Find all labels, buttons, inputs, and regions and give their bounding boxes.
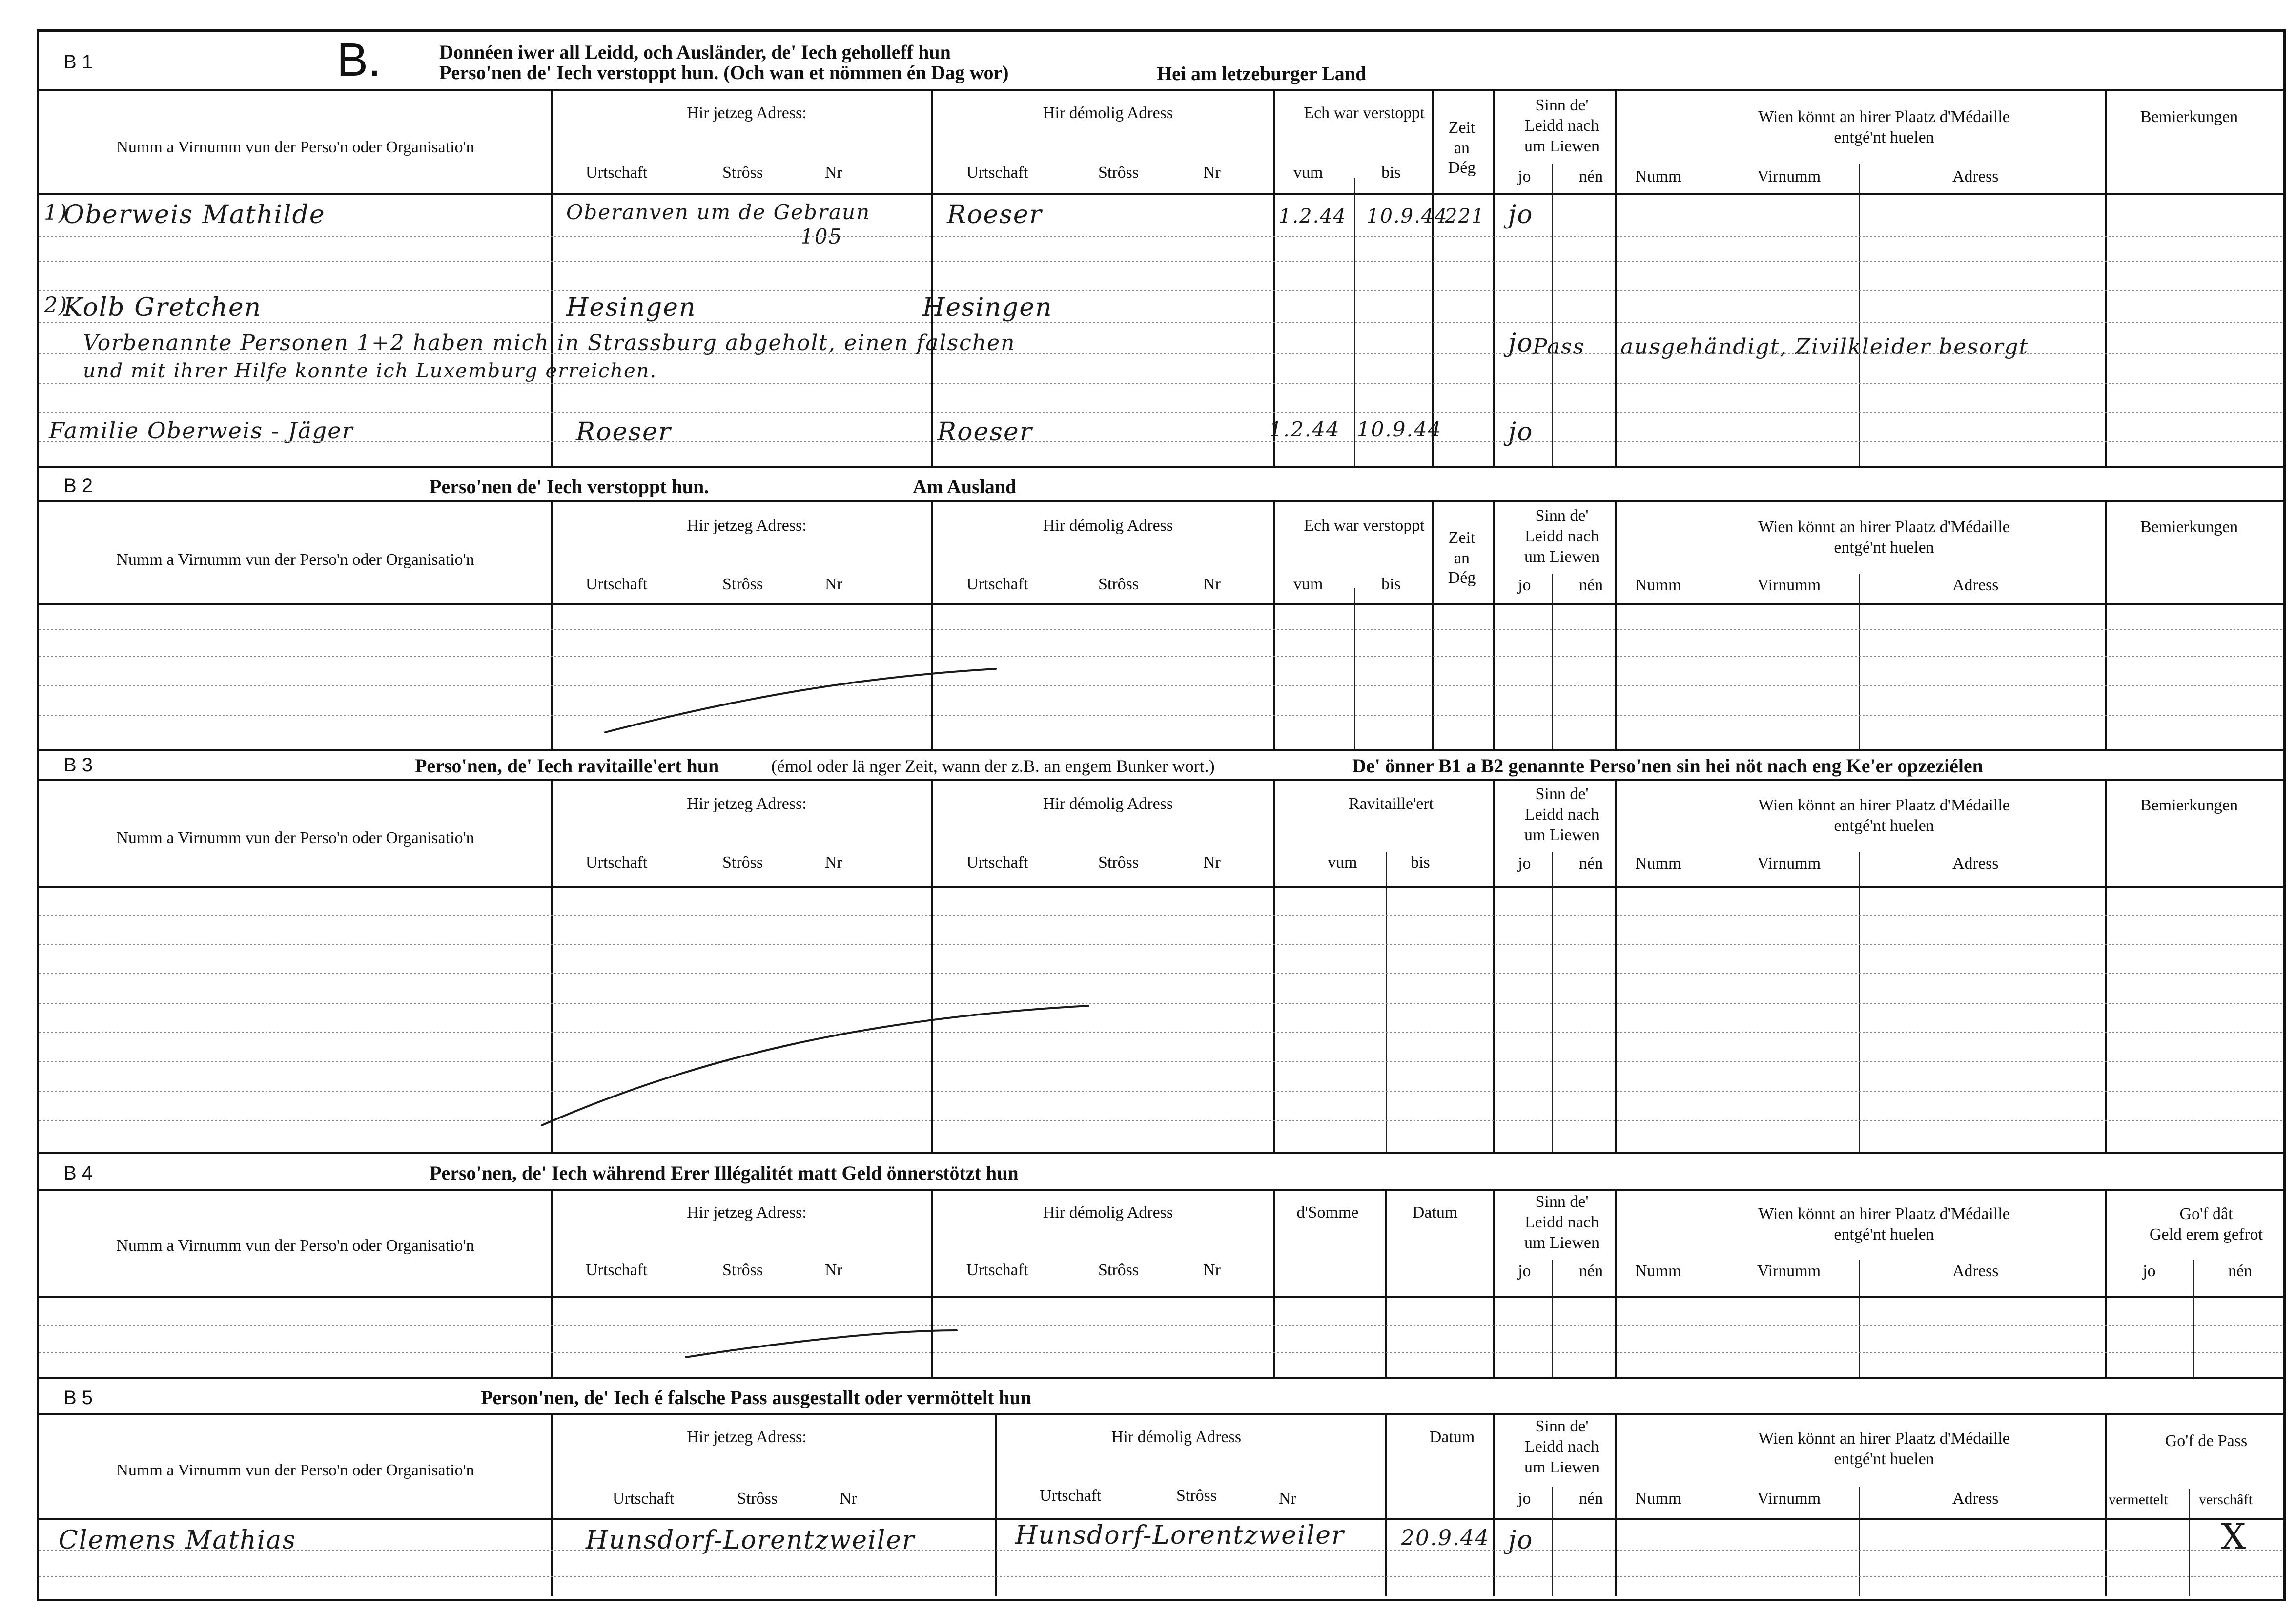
header-former-address: Hir démolig Adress xyxy=(1111,1428,1242,1446)
header-nen: nén xyxy=(1579,854,1603,872)
b2-title: Perso'nen de' Iech verstoppt hun. xyxy=(430,476,709,497)
header-jo: jo xyxy=(1518,1262,1531,1280)
header-nr: Nr xyxy=(825,575,842,593)
header-urtschaft: Urtschaft xyxy=(586,164,648,182)
header-sinn3: um Liewen xyxy=(1524,1234,1599,1252)
header-nr: Nr xyxy=(825,853,842,871)
header-urtschaft: Urtschaft xyxy=(586,575,648,593)
header-an: an xyxy=(1454,549,1470,567)
b3-suffix: De' önner B1 a B2 genannte Perso'nen sin hei nöt nach eng Ke'er opzeziélen xyxy=(1352,755,1983,777)
b1-row3-alive: jo xyxy=(1508,417,1534,447)
header-numm: Numm xyxy=(1635,167,1681,186)
header-nr: Nr xyxy=(1203,164,1221,182)
b1-row2-current-address: Hesingen xyxy=(566,293,697,322)
header-adress: Adress xyxy=(1952,854,1999,872)
b5-title: Person'nen, de' Iech é falsche Pass ausgestallt oder vermöttelt hun xyxy=(481,1387,1032,1408)
header-zeit: Zeit xyxy=(1448,529,1476,547)
header-gof-geld2: Geld erem gefrot xyxy=(2149,1225,2263,1243)
header-nr: Nr xyxy=(1203,1261,1221,1279)
header-medal1: Wien könnt an hirer Plaatz d'Médaille xyxy=(1758,108,2010,126)
header-sinn2: Leidd nach xyxy=(1525,1438,1599,1456)
header-stross: Strôss xyxy=(722,853,763,871)
header-name: Numm a Virnumm vun der Perso'n oder Organisatio'n xyxy=(116,551,474,569)
header-sinn2: Leidd nach xyxy=(1525,806,1599,824)
header-stross: Strôss xyxy=(1098,164,1139,182)
b1-row1-from: 1.2.44 xyxy=(1279,205,1347,228)
header-urtschaft: Urtschaft xyxy=(586,853,648,871)
header-urtschaft: Urtschaft xyxy=(613,1490,675,1508)
header-ravitaillert: Ravitaille'ert xyxy=(1348,795,1434,813)
b1-title-line1: Donnéen iwer all Leidd, och Ausländer, de' Iech geholleff hun xyxy=(439,41,951,63)
header-nr: Nr xyxy=(1203,853,1221,871)
header-name: Numm a Virnumm vun der Perso'n oder Organisatio'n xyxy=(116,1461,474,1479)
b3-title: Perso'nen, de' Iech ravitaille'ert hun xyxy=(415,755,719,777)
header-jo: jo xyxy=(2143,1262,2156,1280)
header-medal2: entgé'nt huelen xyxy=(1834,1450,1934,1468)
b5-row1-alive: jo xyxy=(1508,1526,1534,1555)
header-numm: Numm xyxy=(1635,1262,1681,1280)
header-jo: jo xyxy=(1518,576,1531,594)
header-gof-pass: Go'f de Pass xyxy=(2165,1432,2248,1450)
header-urtschaft: Urtschaft xyxy=(966,164,1028,182)
header-stross: Strôss xyxy=(1098,853,1139,871)
b1-row3-former-address: Roeser xyxy=(937,417,1033,447)
header-nen: nén xyxy=(1579,167,1603,186)
header-medal1: Wien könnt an hirer Plaatz d'Médaille xyxy=(1758,796,2010,814)
header-vum: vum xyxy=(1293,575,1323,593)
header-sinn1: Sinn de' xyxy=(1535,96,1589,114)
row-number: 1) xyxy=(44,200,68,225)
header-sinn1: Sinn de' xyxy=(1535,785,1589,803)
section-code-b2: B 2 xyxy=(63,475,93,497)
header-stross: Strôss xyxy=(722,164,763,182)
header-nen: nén xyxy=(1579,1262,1603,1280)
header-former-address: Hir démolig Adress xyxy=(1043,1203,1173,1222)
header-current-address: Hir jetzeg Adress: xyxy=(687,517,807,535)
header-nr: Nr xyxy=(825,1261,842,1279)
b1-row1-current-nr: 105 xyxy=(800,225,843,248)
b1-row2-pass: Pass xyxy=(1533,334,1585,359)
b1-row1-days: 221 xyxy=(1445,205,1485,228)
header-nr: Nr xyxy=(825,164,842,182)
header-sinn3: um Liewen xyxy=(1524,137,1599,155)
b1-row2-name: Kolb Gretchen xyxy=(63,293,262,322)
header-medal1: Wien könnt an hirer Plaatz d'Médaille xyxy=(1758,1205,2010,1223)
section-code-b5: B 5 xyxy=(63,1387,93,1408)
row-number: 2) xyxy=(44,293,68,318)
header-adress: Adress xyxy=(1952,1262,1999,1280)
header-datum: Datum xyxy=(1412,1203,1458,1222)
header-former-address: Hir démolig Adress xyxy=(1043,104,1173,122)
b2-suffix: Am Ausland xyxy=(913,476,1017,497)
header-name: Numm a Virnumm vun der Perso'n oder Organisatio'n xyxy=(116,138,474,156)
header-current-address: Hir jetzeg Adress: xyxy=(687,1428,807,1446)
header-stross: Strôss xyxy=(1098,575,1139,593)
header-sinn1: Sinn de' xyxy=(1535,507,1589,525)
header-adress: Adress xyxy=(1952,1490,1999,1508)
header-sinn2: Leidd nach xyxy=(1525,1213,1599,1231)
header-datum: Datum xyxy=(1429,1428,1475,1446)
header-name: Numm a Virnumm vun der Perso'n oder Organisatio'n xyxy=(116,829,474,847)
header-urtschaft: Urtschaft xyxy=(966,575,1028,593)
sheet-letter: B. xyxy=(337,34,381,86)
header-adress: Adress xyxy=(1952,167,1999,186)
header-bis: bis xyxy=(1381,575,1401,593)
header-bis: bis xyxy=(1381,164,1401,182)
header-nr: Nr xyxy=(1203,575,1221,593)
header-sinn2: Leidd nach xyxy=(1525,527,1599,545)
header-medal1: Wien könnt an hirer Plaatz d'Médaille xyxy=(1758,1429,2010,1448)
b1-title-line2: Perso'nen de' Iech verstoppt hun. (Och wan et nömmen én Dag wor) xyxy=(439,62,1009,83)
header-medal2: entgé'nt huelen xyxy=(1834,538,1934,557)
b1-row1-alive: jo xyxy=(1508,200,1534,229)
form-sheet xyxy=(37,29,2286,1601)
form-grid-lines xyxy=(39,32,2284,1599)
header-adress: Adress xyxy=(1952,576,1999,594)
header-verschaft: verschâft xyxy=(2199,1491,2253,1508)
header-sinn3: um Liewen xyxy=(1524,1458,1599,1476)
b3-note: (émol oder lä nger Zeit, wann der z.B. an engem Bunker wort.) xyxy=(771,756,1215,776)
header-jo: jo xyxy=(1518,854,1531,872)
b5-row1-name: Clemens Mathias xyxy=(59,1526,296,1555)
header-numm: Numm xyxy=(1635,854,1681,872)
header-sinn1: Sinn de' xyxy=(1535,1193,1589,1211)
header-deg: Dég xyxy=(1448,159,1476,177)
b5-row1-current-address: Hunsdorf-Lorentzweiler xyxy=(586,1526,915,1555)
header-nr: Nr xyxy=(840,1490,857,1508)
b4-title: Perso'nen, de' Iech während Erer Illégalitét matt Geld önnerstötzt hun xyxy=(430,1162,1019,1184)
b1-row1-name: Oberweis Mathilde xyxy=(63,200,326,229)
header-somme: d'Somme xyxy=(1296,1203,1359,1222)
header-urtschaft: Urtschaft xyxy=(1040,1487,1102,1505)
header-name: Numm a Virnumm vun der Perso'n oder Organisatio'n xyxy=(116,1237,474,1255)
header-medal2: entgé'nt huelen xyxy=(1834,1225,1934,1243)
header-virnumm: Virnumm xyxy=(1757,576,1821,594)
header-nen: nén xyxy=(1579,576,1603,594)
header-vum: vum xyxy=(1328,853,1357,871)
section-code-b1: B 1 xyxy=(63,51,93,73)
header-nen: nén xyxy=(2228,1262,2253,1280)
header-medal1: Wien könnt an hirer Plaatz d'Médaille xyxy=(1758,518,2010,536)
header-medal2: entgé'nt huelen xyxy=(1834,128,1934,146)
header-nen: nén xyxy=(1579,1490,1603,1508)
header-virnumm: Virnumm xyxy=(1757,1262,1821,1280)
header-urtschaft: Urtschaft xyxy=(586,1261,648,1279)
header-vum: vum xyxy=(1293,164,1323,182)
header-vermettelt: vermettelt xyxy=(2109,1491,2168,1508)
header-urtschaft: Urtschaft xyxy=(966,853,1028,871)
header-numm: Numm xyxy=(1635,1490,1681,1508)
header-numm: Numm xyxy=(1635,576,1681,594)
b1-row2-medal-note: ausgehändigt, Zivilkleider besorgt xyxy=(1620,334,2029,359)
b1-row3-current-address: Roeser xyxy=(576,417,672,447)
header-current-address: Hir jetzeg Adress: xyxy=(687,795,807,813)
header-urtschaft: Urtschaft xyxy=(966,1261,1028,1279)
header-stross: Strôss xyxy=(737,1490,778,1508)
header-jo: jo xyxy=(1518,1490,1531,1508)
header-current-address: Hir jetzeg Adress: xyxy=(687,104,807,122)
b1-row2-former-address: Hesingen xyxy=(922,293,1053,322)
header-stross: Strôss xyxy=(1098,1261,1139,1279)
header-deg: Dég xyxy=(1448,569,1476,587)
b1-row1-current-address: Oberanven um de Gebraun xyxy=(566,200,871,224)
section-code-b3: B 3 xyxy=(63,754,93,776)
b1-row2-alive: jo xyxy=(1508,329,1534,358)
b1-row2-note-line2: und mit ihrer Hilfe konnte ich Luxemburg erreichen. xyxy=(83,360,657,382)
header-virnumm: Virnumm xyxy=(1757,167,1821,186)
header-nr: Nr xyxy=(1279,1490,1296,1508)
header-hidden: Ech war verstoppt xyxy=(1304,517,1425,535)
b1-row3-to: 10.9.44 xyxy=(1357,417,1442,441)
header-sinn3: um Liewen xyxy=(1524,826,1599,844)
header-gof-geld1: Go'f dât xyxy=(2179,1205,2233,1223)
header-virnumm: Virnumm xyxy=(1757,1490,1821,1508)
b1-title-suffix: Hei am letzeburger Land xyxy=(1157,62,1367,84)
header-jo: jo xyxy=(1518,167,1531,186)
header-stross: Strôss xyxy=(722,1261,763,1279)
header-sinn2: Leidd nach xyxy=(1525,117,1599,135)
b1-row3-from: 1.2.44 xyxy=(1269,417,1340,441)
header-virnumm: Virnumm xyxy=(1757,854,1821,872)
b1-row2-note-line1: Vorbenannte Personen 1+2 haben mich in Strassburg abgeholt, einen falschen xyxy=(83,331,1016,355)
b1-row3-name: Familie Oberweis - Jäger xyxy=(49,417,354,444)
b1-row1-former-address: Roeser xyxy=(947,200,1043,229)
header-hidden: Ech war verstoppt xyxy=(1304,104,1425,122)
header-an: an xyxy=(1454,139,1470,157)
b1-row1-to: 10.9.44 xyxy=(1367,205,1448,228)
header-former-address: Hir démolig Adress xyxy=(1043,517,1173,535)
header-bis: bis xyxy=(1411,853,1430,871)
header-remarks: Bemierkungen xyxy=(2140,108,2238,126)
header-stross: Strôss xyxy=(1176,1487,1217,1505)
header-zeit: Zeit xyxy=(1448,119,1476,137)
header-stross: Strôss xyxy=(722,575,763,593)
header-sinn1: Sinn de' xyxy=(1535,1417,1589,1435)
header-remarks: Bemierkungen xyxy=(2140,796,2238,814)
header-medal2: entgé'nt huelen xyxy=(1834,817,1934,835)
b5-row1-verschaft-mark: X xyxy=(2221,1516,2247,1557)
header-sinn3: um Liewen xyxy=(1524,548,1599,566)
header-former-address: Hir démolig Adress xyxy=(1043,795,1173,813)
b5-row1-former-address: Hunsdorf-Lorentzweiler xyxy=(1015,1521,1345,1550)
b5-row1-date: 20.9.44 xyxy=(1401,1526,1490,1551)
header-remarks: Bemierkungen xyxy=(2140,518,2238,536)
section-code-b4: B 4 xyxy=(63,1162,93,1184)
header-current-address: Hir jetzeg Adress: xyxy=(687,1203,807,1222)
